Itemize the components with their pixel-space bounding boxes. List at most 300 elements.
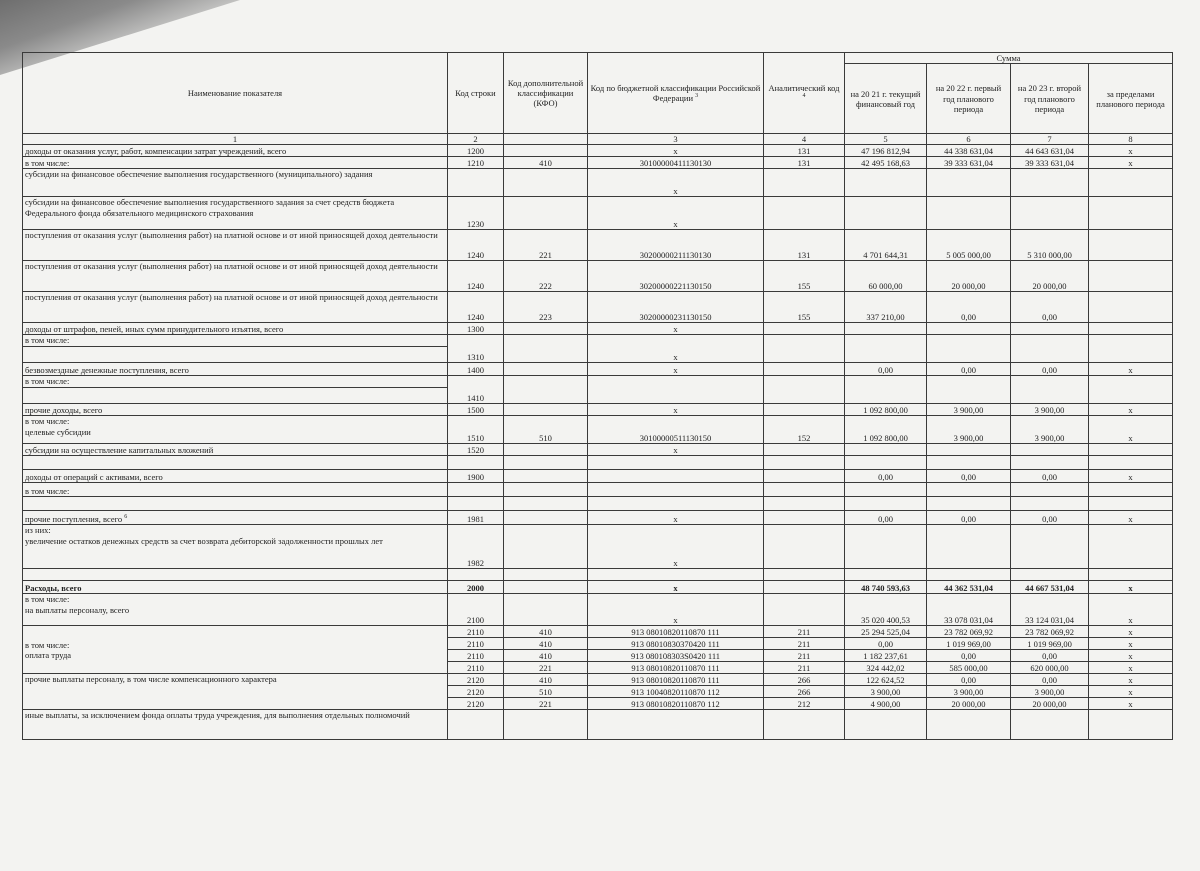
row-name bbox=[23, 470, 448, 483]
row-year-3: 0,00 bbox=[1011, 292, 1089, 323]
row-beyond: x bbox=[1089, 157, 1173, 169]
row-year-1: 4 900,00 bbox=[845, 698, 927, 710]
row-year-3 bbox=[1011, 710, 1089, 740]
row-code: 2110 bbox=[448, 650, 504, 662]
row-name-text: прочие поступления, всего bbox=[25, 514, 123, 525]
row-budget-code bbox=[588, 483, 764, 497]
row-analytic: 266 bbox=[764, 686, 845, 698]
row-analytic bbox=[764, 444, 845, 456]
table-row bbox=[23, 416, 1173, 444]
row-year-1 bbox=[845, 444, 927, 456]
row-kfo: 410 bbox=[504, 674, 588, 686]
row-code: 1240 bbox=[448, 230, 504, 261]
row-kfo: 510 bbox=[504, 416, 588, 444]
row-year-3: 1 019 969,00 bbox=[1011, 638, 1089, 650]
row-name-label: из них: bbox=[25, 525, 51, 536]
row-year-2: 0,00 bbox=[927, 511, 1011, 525]
table-row bbox=[23, 581, 1173, 594]
header-sum: Сумма bbox=[845, 53, 1173, 64]
row-analytic bbox=[764, 525, 845, 569]
table-row bbox=[23, 197, 1173, 230]
row-beyond: x bbox=[1089, 650, 1173, 662]
row-kfo bbox=[504, 323, 588, 335]
row-name bbox=[23, 483, 448, 497]
row-year-2: 0,00 bbox=[927, 650, 1011, 662]
row-year-2: 0,00 bbox=[927, 674, 1011, 686]
row-name bbox=[23, 363, 448, 376]
row-name bbox=[23, 145, 448, 157]
row-name-sup: 6 bbox=[124, 514, 128, 521]
table-row bbox=[23, 483, 1173, 497]
row-year-3: 33 124 031,04 bbox=[1011, 594, 1089, 626]
row-code bbox=[448, 456, 504, 470]
row-kfo bbox=[504, 483, 588, 497]
table-row bbox=[23, 569, 1173, 581]
wage-group-label bbox=[23, 626, 448, 674]
col-num: 1 bbox=[23, 134, 448, 145]
row-year-1: 324 442,02 bbox=[845, 662, 927, 674]
row-kfo bbox=[504, 376, 588, 404]
row-name bbox=[23, 456, 448, 470]
row-year-3 bbox=[1011, 483, 1089, 497]
row-year-2: 0,00 bbox=[927, 292, 1011, 323]
row-analytic bbox=[764, 335, 845, 363]
row-beyond: x bbox=[1089, 363, 1173, 376]
header-budget-code-sup: 3 bbox=[695, 93, 699, 100]
row-year-2 bbox=[927, 710, 1011, 740]
row-name bbox=[23, 197, 448, 230]
header-year-2: на 20 22 г. первый год планового периода bbox=[927, 64, 1011, 134]
table-row bbox=[23, 710, 1173, 740]
row-budget-code: 913 08010820110870 112 bbox=[588, 698, 764, 710]
row-kfo bbox=[504, 710, 588, 740]
row-name bbox=[23, 497, 448, 511]
row-analytic bbox=[764, 197, 845, 230]
row-year-2: 3 900,00 bbox=[927, 686, 1011, 698]
table-row bbox=[23, 404, 1173, 416]
row-year-1: 42 495 168,63 bbox=[845, 157, 927, 169]
row-year-1: 3 900,00 bbox=[845, 686, 927, 698]
row-year-3: 44 667 531,04 bbox=[1011, 581, 1089, 594]
row-budget-code: x bbox=[588, 511, 764, 525]
row-year-2: 3 900,00 bbox=[927, 404, 1011, 416]
table-row bbox=[23, 335, 1173, 363]
table-row bbox=[23, 626, 1173, 638]
row-name-text: поступления от оказания услуг (выполнения работ) на платной основе и от иной приносящей доход деятельности bbox=[25, 230, 438, 241]
row-beyond bbox=[1089, 444, 1173, 456]
row-analytic bbox=[764, 363, 845, 376]
row-beyond: x bbox=[1089, 626, 1173, 638]
row-year-2 bbox=[927, 376, 1011, 404]
row-analytic bbox=[764, 569, 845, 581]
col-num: 7 bbox=[1011, 134, 1089, 145]
row-name-text: поступления от оказания услуг (выполнения работ) на платной основе и от иной приносящей доход деятельности bbox=[25, 261, 438, 272]
row-code: 2110 bbox=[448, 626, 504, 638]
table-row bbox=[23, 376, 1173, 404]
row-budget-code: x bbox=[588, 145, 764, 157]
row-year-1: 0,00 bbox=[845, 511, 927, 525]
row-analytic: 155 bbox=[764, 261, 845, 292]
row-name bbox=[23, 444, 448, 456]
col-num: 4 bbox=[764, 134, 845, 145]
header-analytic-sup: 4 bbox=[802, 93, 806, 100]
row-year-1 bbox=[845, 335, 927, 363]
row-year-1 bbox=[845, 710, 927, 740]
row-beyond bbox=[1089, 710, 1173, 740]
row-code: 2110 bbox=[448, 662, 504, 674]
row-kfo bbox=[504, 511, 588, 525]
row-year-1: 47 196 812,94 bbox=[845, 145, 927, 157]
row-beyond: x bbox=[1089, 698, 1173, 710]
row-year-1 bbox=[845, 497, 927, 511]
row-budget-code bbox=[588, 710, 764, 740]
row-code: 1200 bbox=[448, 145, 504, 157]
row-budget-code: x bbox=[588, 197, 764, 230]
row-budget-code bbox=[588, 376, 764, 404]
row-beyond: x bbox=[1089, 416, 1173, 444]
table-row bbox=[23, 444, 1173, 456]
header-analytic-text: Аналитический код bbox=[768, 82, 840, 93]
row-beyond bbox=[1089, 169, 1173, 197]
row-name-text: доходы от операций с активами, всего bbox=[25, 472, 163, 483]
row-beyond bbox=[1089, 197, 1173, 230]
row-analytic bbox=[764, 497, 845, 511]
row-year-3: 5 310 000,00 bbox=[1011, 230, 1089, 261]
row-kfo bbox=[504, 197, 588, 230]
row-code bbox=[448, 497, 504, 511]
row-kfo bbox=[504, 444, 588, 456]
table-row bbox=[23, 261, 1173, 292]
header-budget-code-text: Код по бюджетной классификации Российской Федерации bbox=[590, 82, 761, 104]
table-body bbox=[23, 145, 1173, 626]
col-num: 2 bbox=[448, 134, 504, 145]
header-kfo: Код дополнительной классификации (КФО) bbox=[504, 53, 588, 134]
row-year-1 bbox=[845, 323, 927, 335]
row-year-3: 39 333 631,04 bbox=[1011, 157, 1089, 169]
row-year-2 bbox=[927, 323, 1011, 335]
row-year-3: 0,00 bbox=[1011, 650, 1089, 662]
table-row bbox=[23, 511, 1173, 525]
row-code: 1410 bbox=[448, 376, 504, 404]
row-analytic: 211 bbox=[764, 662, 845, 674]
row-name-text: в том числе: bbox=[25, 158, 70, 169]
row-budget-code: 30200000211130130 bbox=[588, 230, 764, 261]
row-analytic bbox=[764, 511, 845, 525]
table-last bbox=[23, 710, 1173, 740]
header-name: Наименование показателя bbox=[23, 53, 448, 134]
row-year-3 bbox=[1011, 197, 1089, 230]
row-code: 1240 bbox=[448, 292, 504, 323]
row-analytic bbox=[764, 456, 845, 470]
row-kfo: 223 bbox=[504, 292, 588, 323]
row-name bbox=[23, 511, 448, 525]
row-year-3: 3 900,00 bbox=[1011, 404, 1089, 416]
col-num: 8 bbox=[1089, 134, 1173, 145]
row-name bbox=[23, 157, 448, 169]
row-kfo: 410 bbox=[504, 650, 588, 662]
row-year-1 bbox=[845, 569, 927, 581]
row-kfo: 510 bbox=[504, 686, 588, 698]
row-year-3: 20 000,00 bbox=[1011, 261, 1089, 292]
header-row-code: Код строки bbox=[448, 53, 504, 134]
row-name-text: субсидии на финансовое обеспечение выполнения государственного (муниципального) задания bbox=[25, 169, 373, 180]
row-year-2: 585 000,00 bbox=[927, 662, 1011, 674]
row-analytic: 212 bbox=[764, 698, 845, 710]
row-name-sub: на выплаты персоналу, всего bbox=[25, 604, 130, 615]
row-year-2: 20 000,00 bbox=[927, 698, 1011, 710]
row-code: 2000 bbox=[448, 581, 504, 594]
row-beyond bbox=[1089, 230, 1173, 261]
row-analytic: 211 bbox=[764, 650, 845, 662]
row-analytic: 211 bbox=[764, 626, 845, 638]
row-beyond: x bbox=[1089, 662, 1173, 674]
row-year-3: 44 643 631,04 bbox=[1011, 145, 1089, 157]
row-analytic bbox=[764, 376, 845, 404]
row-code: 1300 bbox=[448, 323, 504, 335]
row-year-2: 3 900,00 bbox=[927, 416, 1011, 444]
row-year-2: 23 782 069,92 bbox=[927, 626, 1011, 638]
row-kfo bbox=[504, 525, 588, 569]
header-year-1: на 20 21 г. текущий финансовый год bbox=[845, 64, 927, 134]
row-year-3 bbox=[1011, 444, 1089, 456]
row-name bbox=[23, 169, 448, 197]
row-beyond bbox=[1089, 569, 1173, 581]
table-row bbox=[23, 323, 1173, 335]
row-year-3: 0,00 bbox=[1011, 511, 1089, 525]
row-analytic bbox=[764, 581, 845, 594]
row-year-3: 0,00 bbox=[1011, 470, 1089, 483]
row-budget-code: 913 10040820110870 112 bbox=[588, 686, 764, 698]
row-code bbox=[448, 569, 504, 581]
row-code: 1510 bbox=[448, 416, 504, 444]
row-year-3 bbox=[1011, 497, 1089, 511]
row-year-3 bbox=[1011, 376, 1089, 404]
row-year-1: 0,00 bbox=[845, 363, 927, 376]
row-analytic bbox=[764, 470, 845, 483]
table-row bbox=[23, 363, 1173, 376]
row-year-1 bbox=[845, 483, 927, 497]
row-code: 1310 bbox=[448, 335, 504, 363]
other-pay-label: прочие выплаты персоналу, в том числе компенсационного характера bbox=[23, 674, 448, 710]
budget-plan-page bbox=[22, 52, 1172, 740]
row-year-3: 3 900,00 bbox=[1011, 416, 1089, 444]
budget-table bbox=[22, 52, 1173, 740]
column-number-row bbox=[23, 134, 1173, 145]
row-name-text: безвозмездные денежные поступления, всего bbox=[25, 365, 189, 376]
row-name: иные выплаты, за исключением фонда оплаты труда учреждения, для выполнения отдельных полномочий bbox=[23, 710, 448, 740]
row-year-3 bbox=[1011, 335, 1089, 363]
row-beyond: x bbox=[1089, 594, 1173, 626]
row-budget-code: 913 08010820110870 111 bbox=[588, 626, 764, 638]
row-name-text: Расходы, всего bbox=[25, 583, 82, 594]
row-name-label: в том числе: bbox=[25, 594, 70, 605]
row-code: 2110 bbox=[448, 638, 504, 650]
row-kfo: 221 bbox=[504, 230, 588, 261]
row-name-text: субсидии на осуществление капитальных вложений bbox=[25, 445, 214, 456]
row-code: 1230 bbox=[448, 197, 504, 230]
row-budget-code bbox=[588, 569, 764, 581]
table-row bbox=[23, 470, 1173, 483]
row-analytic: 155 bbox=[764, 292, 845, 323]
row-budget-code bbox=[588, 470, 764, 483]
row-name-label: в том числе: bbox=[25, 416, 70, 427]
row-name bbox=[23, 261, 448, 292]
row-year-3: 0,00 bbox=[1011, 363, 1089, 376]
row-year-1: 337 210,00 bbox=[845, 292, 927, 323]
row-year-1: 4 701 644,31 bbox=[845, 230, 927, 261]
row-beyond: x bbox=[1089, 404, 1173, 416]
row-kfo bbox=[504, 594, 588, 626]
row-code bbox=[448, 483, 504, 497]
row-code: 1981 bbox=[448, 511, 504, 525]
row-name-text: поступления от оказания услуг (выполнения работ) на платной основе и от иной приносящей доход деятельности bbox=[25, 292, 438, 303]
col-num bbox=[504, 134, 588, 145]
row-analytic bbox=[764, 594, 845, 626]
header-budget-code bbox=[588, 53, 764, 134]
row-kfo bbox=[504, 145, 588, 157]
row-beyond: x bbox=[1089, 145, 1173, 157]
row-year-2: 0,00 bbox=[927, 363, 1011, 376]
row-year-2: 33 078 031,04 bbox=[927, 594, 1011, 626]
header-year-3: на 20 23 г. второй год планового периода bbox=[1011, 64, 1089, 134]
row-budget-code: x bbox=[588, 444, 764, 456]
table-row bbox=[23, 230, 1173, 261]
row-code: 1982 bbox=[448, 525, 504, 569]
row-budget-code bbox=[588, 497, 764, 511]
row-code: 2120 bbox=[448, 698, 504, 710]
row-analytic bbox=[764, 169, 845, 197]
table-row bbox=[23, 456, 1173, 470]
row-beyond bbox=[1089, 335, 1173, 363]
row-beyond: x bbox=[1089, 638, 1173, 650]
row-code: 1240 bbox=[448, 261, 504, 292]
row-year-3 bbox=[1011, 323, 1089, 335]
row-analytic bbox=[764, 710, 845, 740]
row-year-2 bbox=[927, 569, 1011, 581]
row-year-1: 1 182 237,61 bbox=[845, 650, 927, 662]
row-code: 1400 bbox=[448, 363, 504, 376]
row-budget-code: x bbox=[588, 335, 764, 363]
row-year-2 bbox=[927, 169, 1011, 197]
row-beyond: x bbox=[1089, 686, 1173, 698]
col-num: 3 bbox=[588, 134, 764, 145]
row-year-2 bbox=[927, 525, 1011, 569]
row-budget-code: x bbox=[588, 404, 764, 416]
row-year-1 bbox=[845, 456, 927, 470]
row-year-1: 122 624,52 bbox=[845, 674, 927, 686]
row-kfo: 222 bbox=[504, 261, 588, 292]
row-budget-code: 913 08010830370420 111 bbox=[588, 638, 764, 650]
row-year-3: 620 000,00 bbox=[1011, 662, 1089, 674]
row-beyond: x bbox=[1089, 470, 1173, 483]
row-budget-code: 30200000231130150 bbox=[588, 292, 764, 323]
row-analytic: 211 bbox=[764, 638, 845, 650]
row-kfo bbox=[504, 569, 588, 581]
wage-label-bottom: оплата труда bbox=[25, 649, 72, 660]
row-kfo bbox=[504, 363, 588, 376]
row-name-sub: целевые субсидии bbox=[25, 426, 91, 437]
row-year-2 bbox=[927, 444, 1011, 456]
row-year-1 bbox=[845, 525, 927, 569]
row-year-2: 1 019 969,00 bbox=[927, 638, 1011, 650]
row-name bbox=[23, 292, 448, 323]
table-row bbox=[23, 525, 1173, 569]
header-analytic-code bbox=[764, 53, 845, 134]
row-beyond bbox=[1089, 323, 1173, 335]
row-year-2 bbox=[927, 483, 1011, 497]
row-beyond: x bbox=[1089, 511, 1173, 525]
row-budget-code: 913 08010820110870 111 bbox=[588, 662, 764, 674]
wage-label-top: в том числе: bbox=[25, 639, 70, 650]
row-analytic: 131 bbox=[764, 157, 845, 169]
row-budget-code bbox=[588, 456, 764, 470]
row-name bbox=[23, 416, 448, 444]
row-year-3 bbox=[1011, 456, 1089, 470]
row-kfo: 410 bbox=[504, 626, 588, 638]
row-budget-code: x bbox=[588, 525, 764, 569]
row-year-2 bbox=[927, 335, 1011, 363]
row-year-3: 23 782 069,92 bbox=[1011, 626, 1089, 638]
table-row bbox=[23, 674, 1173, 686]
row-kfo bbox=[504, 497, 588, 511]
row-code bbox=[448, 169, 504, 197]
table-row bbox=[23, 292, 1173, 323]
row-year-2: 20 000,00 bbox=[927, 261, 1011, 292]
row-year-1 bbox=[845, 376, 927, 404]
row-analytic: 266 bbox=[764, 674, 845, 686]
row-name bbox=[23, 594, 448, 626]
row-budget-code: x bbox=[588, 323, 764, 335]
header-beyond: за пределами планового периода bbox=[1089, 64, 1173, 134]
row-analytic: 152 bbox=[764, 416, 845, 444]
row-year-2: 5 005 000,00 bbox=[927, 230, 1011, 261]
row-analytic bbox=[764, 404, 845, 416]
row-year-3 bbox=[1011, 569, 1089, 581]
row-code: 2100 bbox=[448, 594, 504, 626]
row-name bbox=[23, 569, 448, 581]
row-name-sub: увеличение остатков денежных средств за счет возврата дебиторской задолженности прошлых лет bbox=[25, 535, 383, 546]
row-kfo: 410 bbox=[504, 638, 588, 650]
row-code: 1900 bbox=[448, 470, 504, 483]
row-name bbox=[23, 404, 448, 416]
col-num: 6 bbox=[927, 134, 1011, 145]
row-code: 2120 bbox=[448, 674, 504, 686]
row-beyond bbox=[1089, 483, 1173, 497]
row-year-2: 39 333 631,04 bbox=[927, 157, 1011, 169]
row-budget-code: x bbox=[588, 363, 764, 376]
row-beyond bbox=[1089, 456, 1173, 470]
row-year-2 bbox=[927, 197, 1011, 230]
row-name bbox=[23, 323, 448, 335]
row-budget-code: 30100000411130130 bbox=[588, 157, 764, 169]
row-year-2 bbox=[927, 497, 1011, 511]
row-name bbox=[23, 376, 448, 404]
row-year-3: 3 900,00 bbox=[1011, 686, 1089, 698]
col-num: 5 bbox=[845, 134, 927, 145]
table-header bbox=[23, 53, 1173, 145]
other-pay-group bbox=[23, 674, 1173, 710]
table-row bbox=[23, 169, 1173, 197]
row-name-text: субсидии на финансовое обеспечение выполнения государственного задания за счет средств бюджета Федерального фонда обязательного медицинского страхования bbox=[25, 197, 395, 218]
row-year-3: 0,00 bbox=[1011, 674, 1089, 686]
wage-group bbox=[23, 626, 1173, 674]
row-beyond bbox=[1089, 292, 1173, 323]
row-kfo: 410 bbox=[504, 157, 588, 169]
row-year-2: 44 338 631,04 bbox=[927, 145, 1011, 157]
table-row bbox=[23, 145, 1173, 157]
row-kfo: 221 bbox=[504, 662, 588, 674]
row-kfo bbox=[504, 581, 588, 594]
